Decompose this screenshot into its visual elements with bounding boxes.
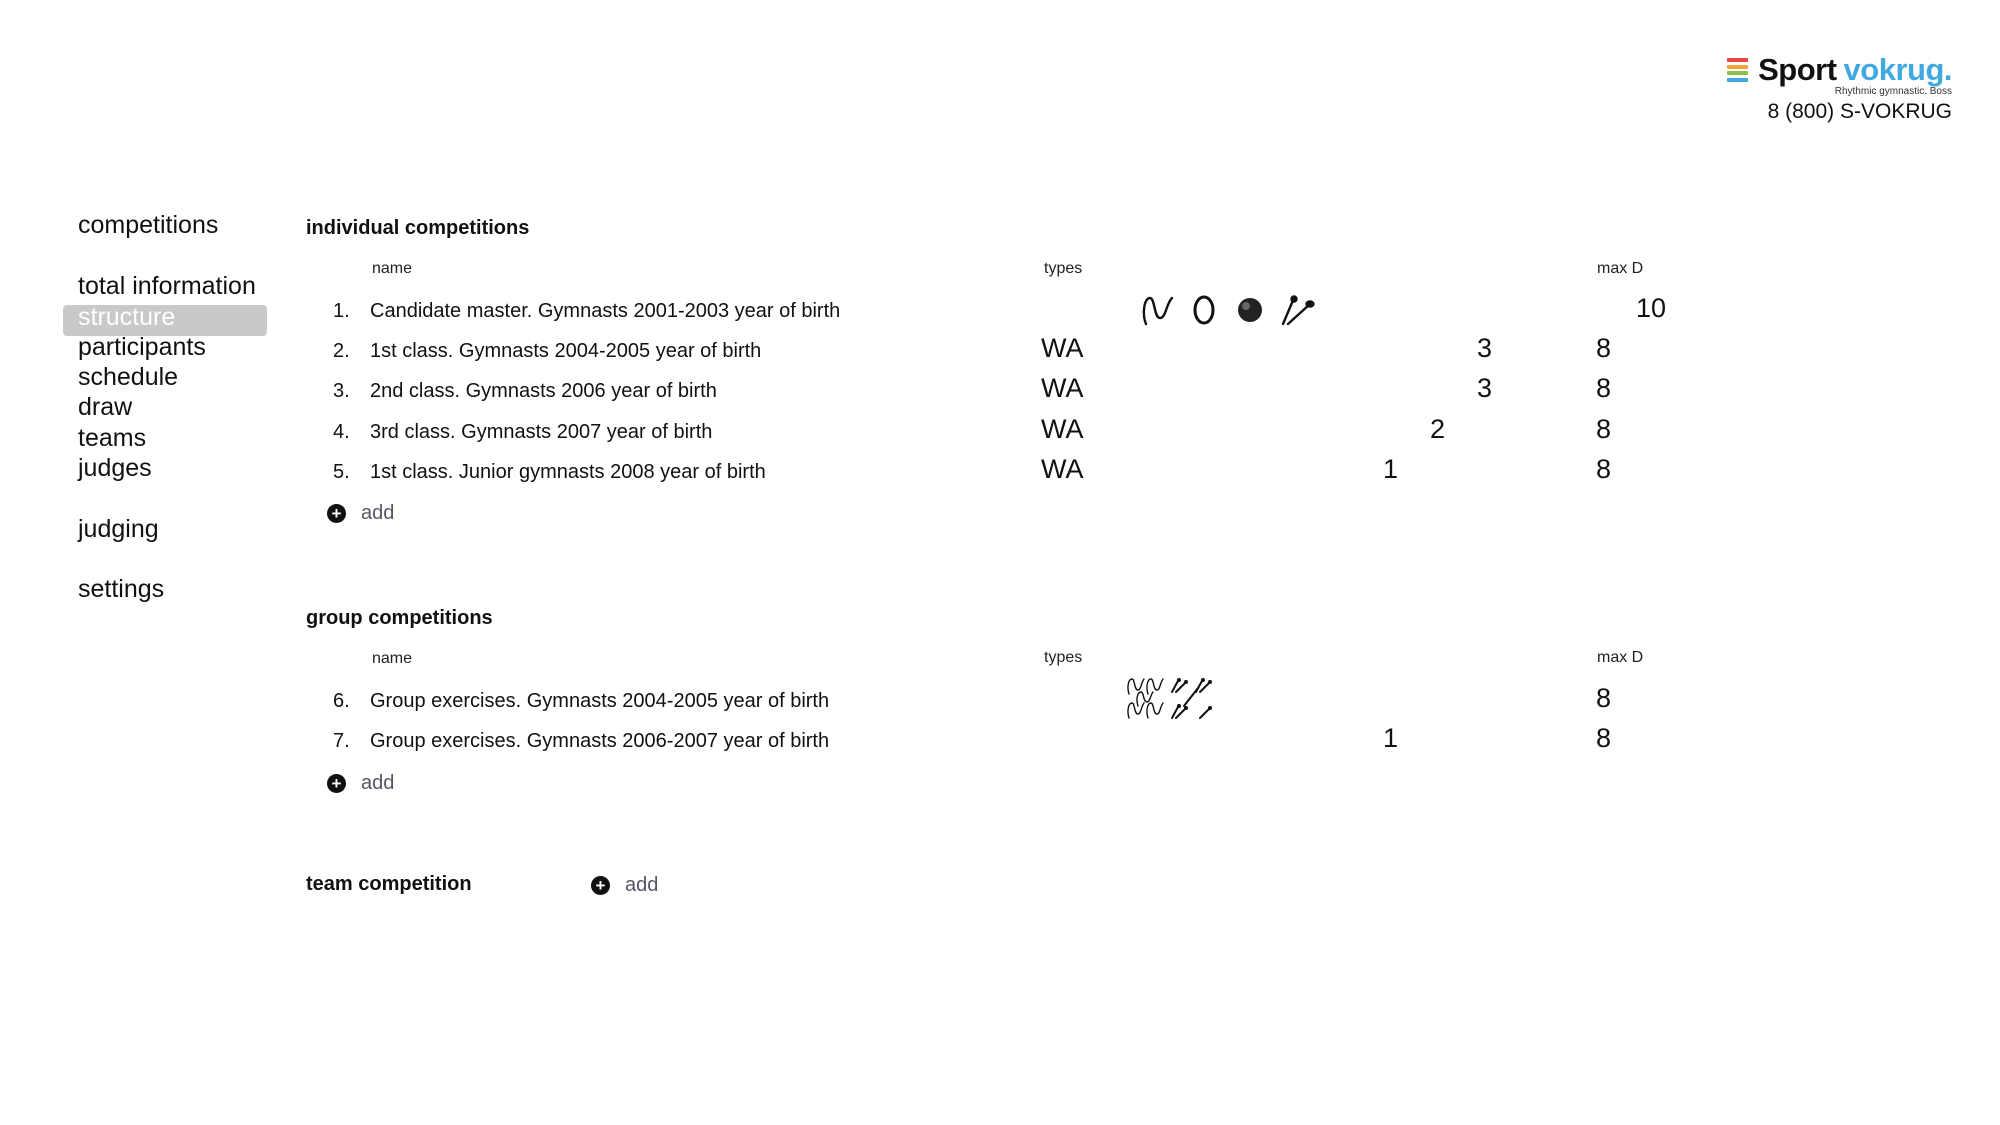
- row-number: 7.: [333, 730, 350, 752]
- sidebar-item-participants[interactable]: participants: [78, 333, 206, 361]
- column-header-types: types: [1044, 649, 1083, 666]
- type-value: WA: [1041, 373, 1084, 403]
- competition-name[interactable]: Group exercises. Gymnasts 2004-2005 year of birth: [370, 690, 830, 712]
- max-d-value: 10: [1636, 293, 1667, 323]
- rope-icon: [1144, 298, 1172, 324]
- brand-block: [1712, 52, 1952, 132]
- column-header-name: name: [372, 650, 413, 667]
- column-header-name: name: [372, 260, 413, 277]
- max-d-value: 8: [1596, 683, 1612, 713]
- clubs-icon: [1283, 297, 1314, 325]
- max-d-value: 8: [1596, 414, 1612, 444]
- apparatus-icons: [1140, 292, 1315, 328]
- logo[interactable]: [1727, 52, 1952, 88]
- competition-name[interactable]: 3rd class. Gymnasts 2007 year of birth: [370, 421, 713, 443]
- column-header-max-d: max D: [1597, 260, 1644, 277]
- competition-name[interactable]: Group exercises. Gymnasts 2006-2007 year of birth: [370, 730, 830, 752]
- ropes-and-clubs-group-icon: [1126, 676, 1222, 722]
- sidebar-item-draw[interactable]: draw: [78, 393, 133, 421]
- sidebar-item-competitions[interactable]: competitions: [78, 211, 219, 239]
- apparatus-count: 2: [1430, 414, 1446, 444]
- phone-number: 8 (800) S-VOKRUG: [1767, 100, 1952, 123]
- apparatus-count: 1: [1383, 723, 1399, 753]
- row-number: 6.: [333, 690, 350, 712]
- apparatus-count: 3: [1477, 373, 1493, 403]
- hoop-icon: [1195, 297, 1213, 323]
- ball-icon: [1238, 298, 1262, 322]
- sidebar-item-settings[interactable]: settings: [78, 575, 165, 603]
- section-title-individual: individual competitions: [306, 217, 530, 239]
- sidebar-item-judges[interactable]: judges: [78, 454, 152, 482]
- plus-circle-icon: +: [327, 504, 346, 523]
- apparatus-count: 1: [1383, 454, 1399, 484]
- add-group-competition-button[interactable]: [327, 772, 394, 795]
- type-value: WA: [1041, 454, 1084, 484]
- column-header-types: types: [1044, 260, 1083, 277]
- type-value: WA: [1041, 333, 1084, 363]
- logo-tagline: Rhythmic gymnastic. Boss: [1834, 86, 1952, 97]
- row-number: 5.: [333, 461, 350, 483]
- sidebar-item-structure[interactable]: structure: [78, 303, 176, 331]
- add-label: add: [361, 502, 395, 524]
- competition-name[interactable]: Candidate master. Gymnasts 2001-2003 year of birth: [370, 300, 841, 322]
- type-value: WA: [1041, 414, 1084, 444]
- row-number: 2.: [333, 340, 350, 362]
- sidebar-item-teams[interactable]: teams: [78, 424, 147, 452]
- plus-circle-icon: +: [327, 774, 346, 793]
- competition-name[interactable]: 1st class. Junior gymnasts 2008 year of birth: [370, 461, 766, 483]
- add-label: add: [361, 772, 395, 794]
- competition-name[interactable]: 1st class. Gymnasts 2004-2005 year of birth: [370, 340, 762, 362]
- plus-circle-icon: +: [591, 876, 610, 895]
- logo-word-sport: Sport: [1758, 52, 1837, 87]
- sidebar-item-total-information[interactable]: total information: [78, 272, 256, 300]
- max-d-value: 8: [1596, 373, 1612, 403]
- row-number: 1.: [333, 300, 350, 322]
- max-d-value: 8: [1596, 454, 1612, 484]
- max-d-value: 8: [1596, 723, 1612, 753]
- sidebar-item-schedule[interactable]: schedule: [78, 363, 179, 391]
- add-individual-competition-button[interactable]: [327, 502, 394, 525]
- sidebar-item-judging[interactable]: judging: [78, 515, 159, 543]
- row-number: 4.: [333, 421, 350, 443]
- column-header-max-d: max D: [1597, 649, 1644, 666]
- row-number: 3.: [333, 380, 350, 402]
- section-title-group: group competitions: [306, 607, 493, 629]
- competition-name[interactable]: 2nd class. Gymnasts 2006 year of birth: [370, 380, 717, 402]
- add-team-competition-button[interactable]: [591, 874, 658, 897]
- apparatus-count: 3: [1477, 333, 1493, 363]
- add-label: add: [625, 874, 659, 896]
- section-title-team: team competition: [306, 873, 472, 895]
- logo-bars-icon: [1727, 58, 1748, 82]
- max-d-value: 8: [1596, 333, 1612, 363]
- logo-word-vokrug: vokrug.: [1843, 52, 1952, 87]
